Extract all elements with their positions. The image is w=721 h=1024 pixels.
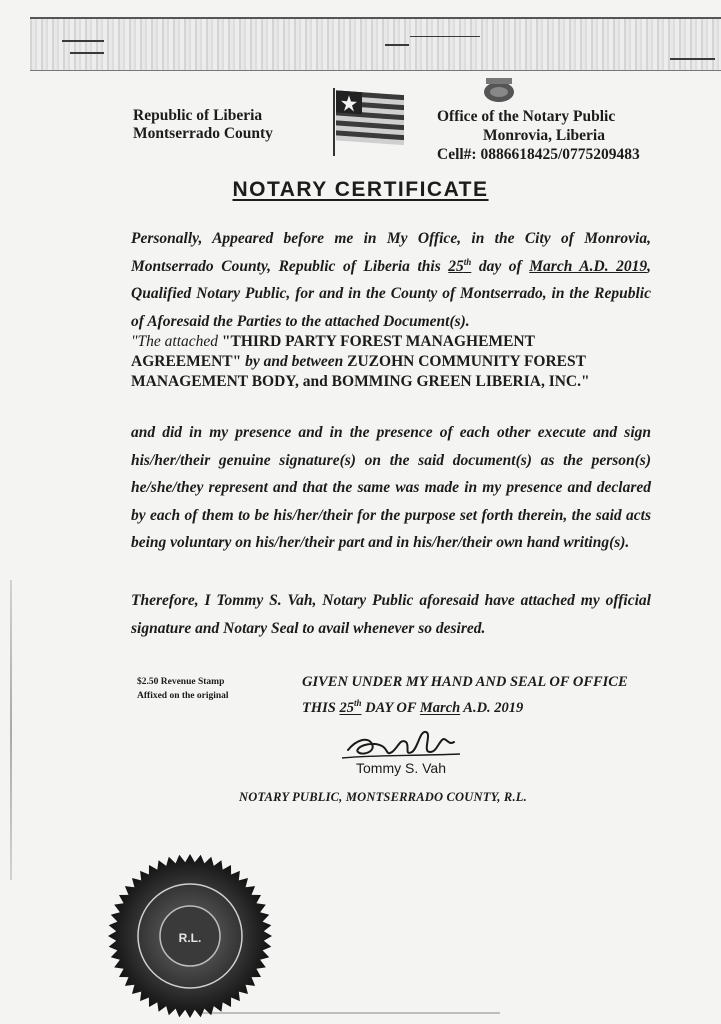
notary-title: NOTARY PUBLIC, MONTSERRADO COUNTY, R.L. (239, 790, 527, 804)
agreement-title: "THIRD PARTY FOREST MANAGHEMENT AGREEMENT" (131, 333, 535, 370)
given-year: A.D. 2019 (460, 700, 524, 716)
scan-edge (10, 580, 12, 880)
county-name: Montserrado County (133, 125, 273, 142)
appearance-text: Personally, Appeared before me in My Office, in the City of Monrovia, Montserrado County, Republic of Liberia this (131, 230, 651, 275)
office-name: Office of the Notary Public (437, 108, 616, 125)
scan-mark (62, 40, 104, 42)
given-day-of: DAY OF (361, 700, 420, 716)
liberia-flag-icon (330, 86, 408, 158)
given-block (302, 669, 628, 721)
scan-line (30, 70, 721, 71)
given-day (339, 700, 361, 716)
execution-paragraph: and did in my presence and in the presence of each other execute and sign his/her/their genuine signature(s) on the said document(s) as the person(s) he/she/they represent and that the same was made in my presence and declared by each of them to be his/her/their for the purpose set forth therein, the said acts being voluntary on his/her/their part and in his/her/their own hand writing(s). (131, 424, 651, 551)
appearance-text: , Qualified Notary Public, for and in the County of Montserrado, in the Republic of Aforesaid the Parties to the attached Document(s). (131, 257, 651, 330)
notary-seal-icon (106, 852, 274, 1020)
given-this-label: THIS (302, 700, 340, 716)
agreement-parties: ZUZOHN COMMUNITY FOREST MANAGEMENT BODY, and BOMMING GREEN LIBERIA, INC." (131, 353, 590, 390)
signer-name: Tommy S. Vah (356, 760, 446, 776)
given-month: March (419, 700, 461, 716)
day-value: 25 (448, 257, 464, 275)
office-phone: Cell#: 0886618425/0775209483 (437, 146, 640, 163)
stamp-note-line: Affixed on the original (137, 691, 229, 701)
scan-mark (70, 52, 104, 54)
appearance-text: day of (471, 257, 530, 275)
country-name: Republic of Liberia (133, 107, 263, 124)
office-city: Monrovia, Liberia (483, 127, 605, 144)
given-line: GIVEN UNDER MY HAND AND SEAL OF OFFICE (302, 674, 628, 690)
appearance-day (448, 258, 471, 275)
revenue-stamp-note (137, 675, 229, 703)
scan-mark (385, 44, 409, 46)
scan-line (30, 17, 721, 19)
agreement-prefix: "The attached (131, 333, 222, 350)
seal-center-text: R.L. (178, 931, 202, 945)
notary-emblem-icon (482, 76, 516, 104)
given-day-suffix: th (353, 698, 362, 709)
scan-mark (670, 58, 715, 60)
scan-mark (410, 36, 480, 37)
day-suffix: th (463, 256, 472, 267)
scan-artifact-band (30, 18, 721, 70)
given-day-value: 25 (339, 700, 354, 716)
header-left (133, 107, 273, 143)
handwritten-signature (342, 722, 462, 764)
appearance-paragraph (131, 225, 651, 335)
agreement-reference (131, 332, 621, 392)
given-date-line (302, 695, 628, 721)
attestation-paragraph: Therefore, I Tommy S. Vah, Notary Public aforesaid have attached my official signature and Notary Seal to avail whenever so desired. (131, 592, 651, 637)
appearance-date: March A.D. 2019 (529, 257, 648, 275)
header-right (437, 107, 640, 164)
agreement-middle: by and between (241, 353, 348, 370)
stamp-note-line: $2.50 Revenue Stamp (137, 677, 225, 687)
page-title: NOTARY CERTIFICATE (232, 178, 489, 201)
